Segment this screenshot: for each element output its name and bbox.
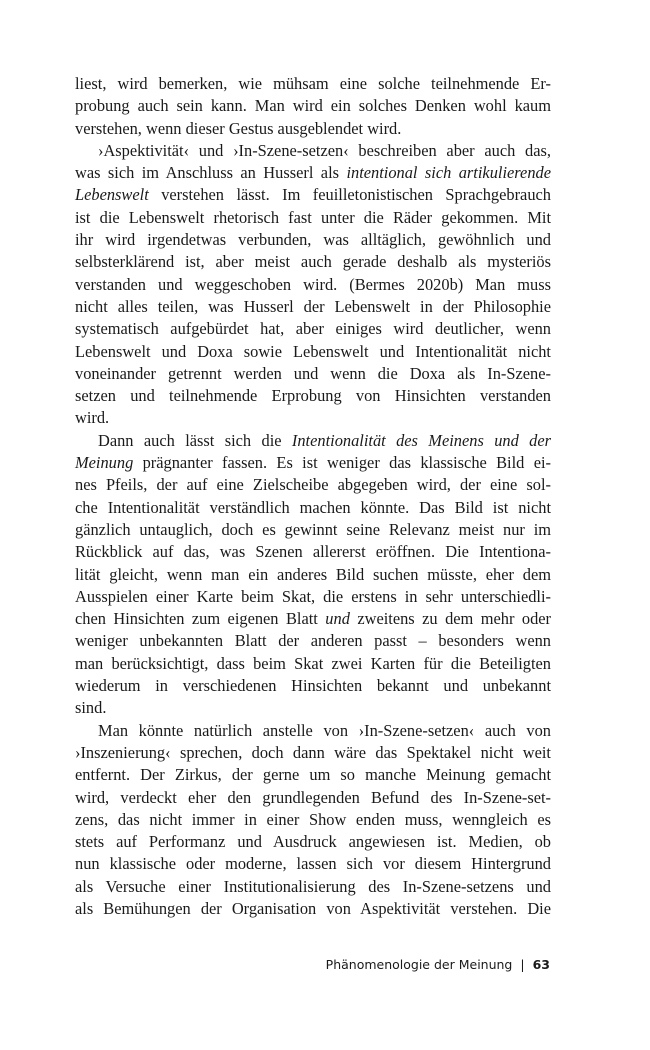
text-line: Lebenswelt verstehen lässt. Im feuilletonistischen Sprachgebrauch	[75, 185, 551, 205]
emphasis-text: Lebenswelt	[75, 185, 149, 205]
text-line: Ausspielen einer Karte beim Skat, die erstens in sehr unterschiedli-	[75, 586, 551, 606]
text-line: zens, das nicht immer in einer Show enden muss, wenngleich es	[75, 809, 551, 829]
text-line: entfernt. Der Zirkus, der gerne um so manche Meinung gemacht	[75, 765, 551, 785]
text-line: stets auf Performanz und Ausdruck angewiesen ist. Medien, ob	[75, 832, 551, 852]
text-line: was sich im Anschluss an Husserl als intentional sich artikulierende	[75, 163, 551, 183]
text-line: Meinung prägnanter fassen. Es ist weniger das klassische Bild ei-	[75, 453, 551, 473]
text-line: selbsterklärend ist, aber meist auch gerade deshalb als mysteriös	[75, 252, 551, 272]
footer-separator: |	[520, 957, 525, 972]
text-line: wird.	[75, 408, 110, 428]
text-line: als Versuche einer Institutionalisierung des In-Szene-setzens und	[75, 876, 551, 896]
text-line: sind.	[75, 698, 107, 718]
text-line: nes Pfeils, der auf eine Zielscheibe abgegeben wird, der eine sol-	[75, 475, 551, 495]
paragraph-start-line: Man könnte natürlich anstelle von ›In-Szene-setzen‹ auch von	[98, 720, 551, 740]
text-line: nun klassische oder moderne, lassen sich vor diesem Hintergrund	[75, 854, 551, 874]
emphasis-text: und	[325, 609, 350, 629]
paragraph-start-line: Dann auch lässt sich die Intentionalität des Meinens und der	[98, 430, 552, 450]
paragraph-start-line: ›Aspektivität‹ und ›In-Szene-setzen‹ beschreiben aber auch das,	[98, 140, 551, 160]
text-line: systematisch aufgebürdet hat, aber einiges wird deutlicher, wenn	[75, 319, 551, 339]
text-line: verstanden und weggeschoben wird. (Bermes 2020b) Man muss	[75, 274, 551, 294]
text-line: ›Inszenierung‹ sprechen, doch dann wäre das Spektakel nicht weit	[75, 742, 551, 762]
text-line: probung auch sein kann. Man wird ein solches Denken wohl kaum	[75, 96, 551, 116]
text-line: chen Hinsichten zum eigenen Blatt und zweitens zu dem mehr oder	[75, 609, 552, 629]
text-line: wird, verdeckt eher den grundlegenden Befund des In-Szene-set-	[75, 787, 551, 807]
text-line: liest, wird bemerken, wie mühsam eine solche teilnehmende Er-	[75, 74, 551, 93]
text-line: weniger unbekannten Blatt der anderen passt – besonders wenn	[75, 631, 551, 651]
text-line: ihr wird irgendetwas verbunden, was alltäglich, gewöhnlich und	[75, 230, 551, 250]
text-line: nicht alles teilen, was Husserl der Lebenswelt in der Philosophie	[75, 296, 551, 316]
text-line: lität gleicht, wenn man ein anderes Bild suchen müsste, eher dem	[75, 564, 551, 584]
text-line: gänzlich untauglich, doch es gewinnt seine Relevanz meist nur im	[75, 519, 551, 539]
text-line: setzen und teilnehmende Erprobung von Hinsichten verstanden	[75, 386, 551, 406]
text-line: Lebenswelt und Doxa sowie Lebenswelt und Intentionalität nicht	[75, 341, 551, 361]
emphasis-text: Intentionalität des Meinens und der	[291, 430, 552, 450]
text-line: ist die Lebenswelt rhetorisch fast unter die Räder gekommen. Mit	[75, 207, 551, 227]
page-footer	[326, 957, 550, 972]
text-line: che Intentionalität verständlich machen könnte. Das Bild ist nicht	[75, 497, 551, 517]
emphasis-text: Meinung	[75, 453, 134, 473]
text-line: Rückblick auf das, was Szenen allererst eröffnen. Die Intentiona-	[75, 542, 551, 562]
text-line: als Bemühungen der Organisation von Aspektivität verstehen. Die	[75, 898, 551, 918]
running-head: Phänomenologie der Meinung	[325, 957, 513, 972]
body-text	[75, 73, 551, 920]
text-line: wiederum in verschiedenen Hinsichten bekannt und unbekannt	[75, 676, 551, 696]
text-line: voneinander getrennt werden und wenn die Doxa als In-Szene-	[75, 363, 551, 383]
text-line: verstehen, wenn dieser Gestus ausgeblendet wird.	[75, 118, 402, 138]
page-number: 63	[532, 957, 550, 972]
emphasis-text: intentional sich artikulierende	[346, 163, 551, 183]
text-line: man berücksichtigt, dass beim Skat zwei Karten für die Beteiligten	[75, 653, 551, 673]
